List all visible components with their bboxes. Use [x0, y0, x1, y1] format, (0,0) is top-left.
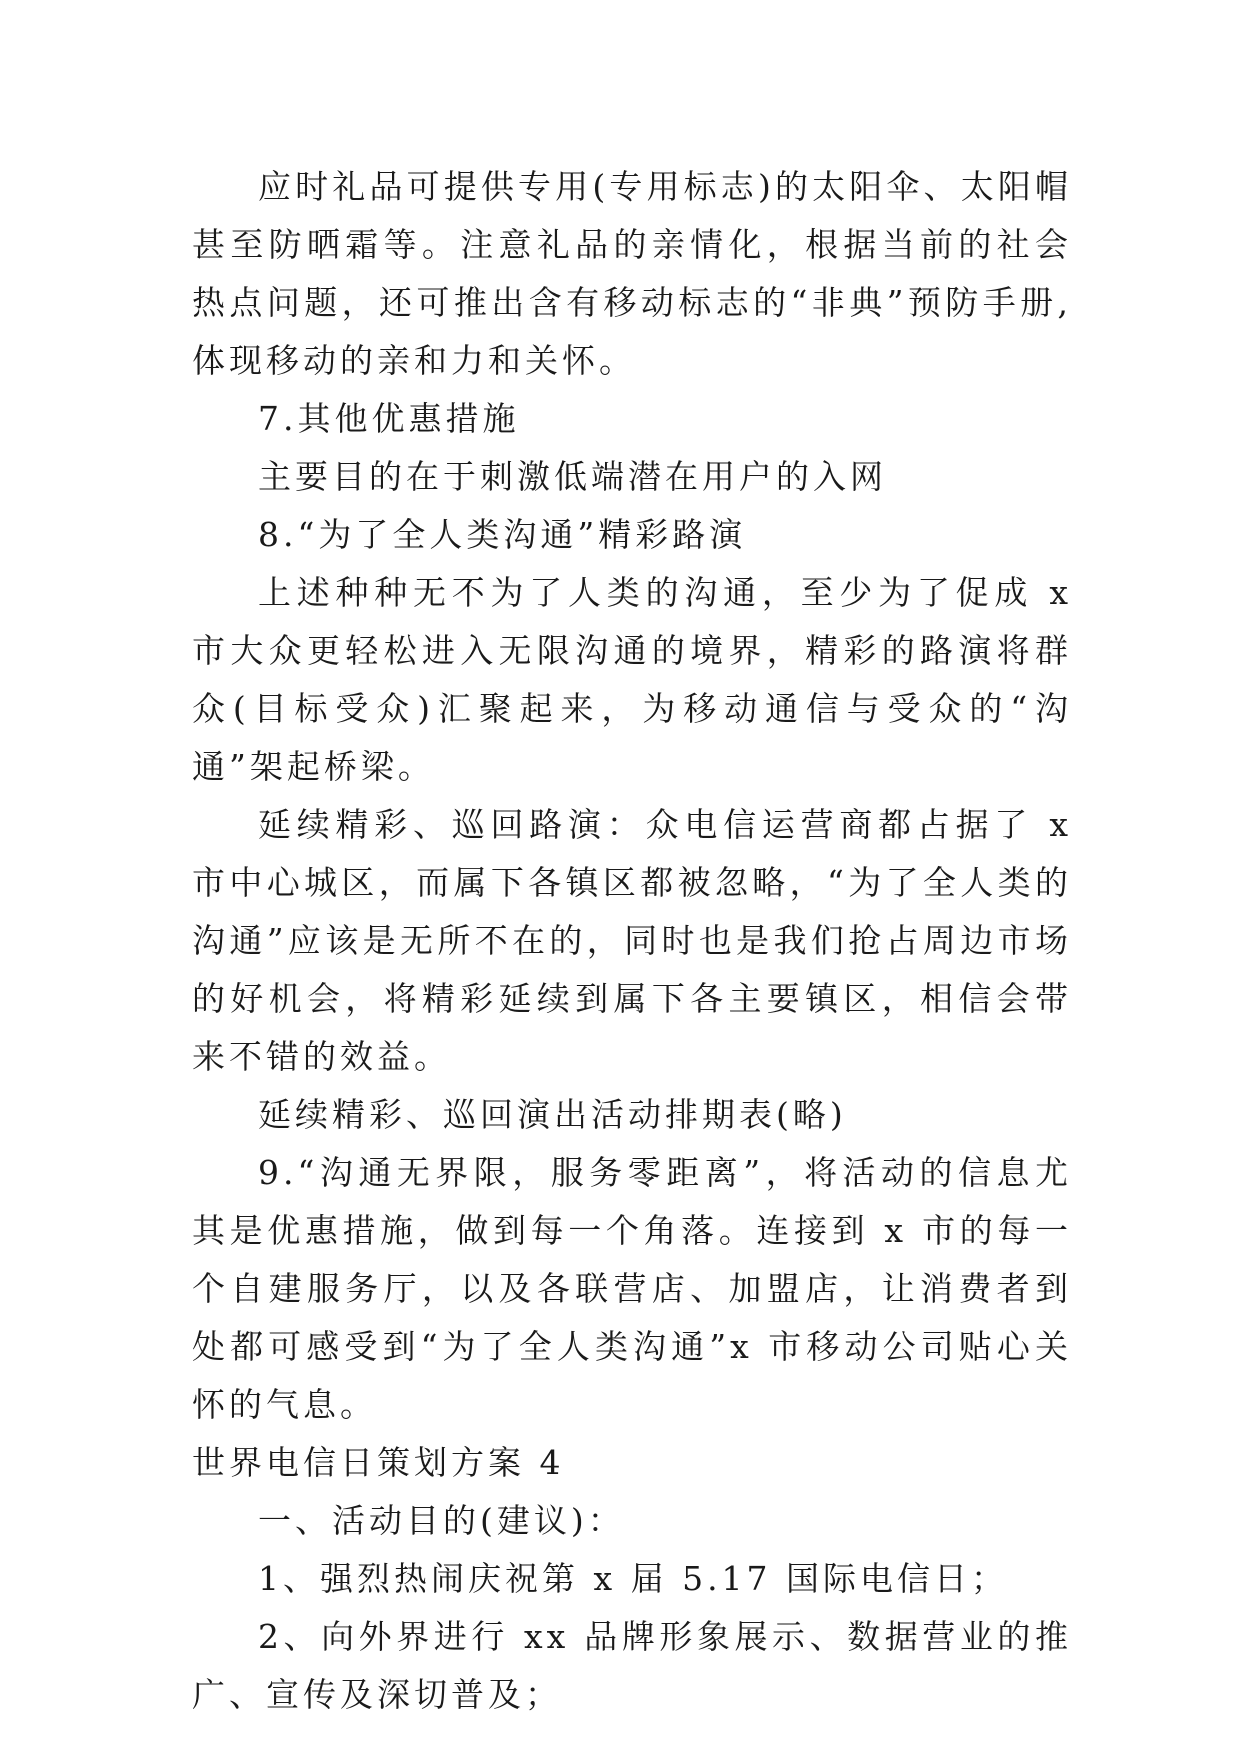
document-body: [192, 158, 1072, 1724]
paragraph-schedule: 延续精彩、巡回演出活动排期表(略): [258, 1095, 847, 1134]
paragraph-no-boundaries: 9.“沟通无界限，服务零距离”，将活动的信息尤其是优惠措施，做到每一个角落。连接到 x 市的每一个自建服务厅，以及各联营店、加盟店，让消费者到处都可感受到“为了全人类沟通”x 市移动公司贴心关怀的气息。: [192, 1153, 1072, 1424]
heading-roadshow: 8.“为了全人类沟通”精彩路演: [258, 515, 747, 554]
section-title: 世界电信日策划方案 4: [192, 1443, 565, 1482]
heading-activity-goals: 一、活动目的(建议)：: [258, 1501, 625, 1540]
paragraph-gifts: 应时礼品可提供专用(专用标志)的太阳伞、太阳帽甚至防晒霜等。注意礼品的亲情化，根据当前的社会热点问题，还可推出含有移动标志的“非典”预防手册,体现移动的亲和力和关怀。: [192, 167, 1072, 380]
list-item-1: 1、强烈热闹庆祝第 x 届 5.17 国际电信日；: [258, 1559, 1009, 1598]
list-item-2: 2、向外界进行 xx 品牌形象展示、数据营业的推广、宣传及深切普及；: [192, 1617, 1072, 1714]
paragraph-touring-roadshow: 延续精彩、巡回路演：众电信运营商都占据了 x 市中心城区，而属下各镇区都被忽略，“为了全人类的沟通”应该是无所不在的，同时也是我们抢占周边市场的好机会，将精彩延续到属下各主要镇区，相信会带来不错的效益。: [192, 805, 1072, 1076]
paragraph-offers-purpose: 主要目的在于刺激低端潜在用户的入网: [258, 457, 887, 496]
paragraph-roadshow: 上述种种无不为了人类的沟通，至少为了促成 x 市大众更轻松进入无限沟通的境界，精彩的路演将群众(目标受众)汇聚起来，为移动通信与受众的“沟通”架起桥梁。: [192, 573, 1072, 786]
heading-other-offers: 7.其他优惠措施: [258, 399, 520, 438]
